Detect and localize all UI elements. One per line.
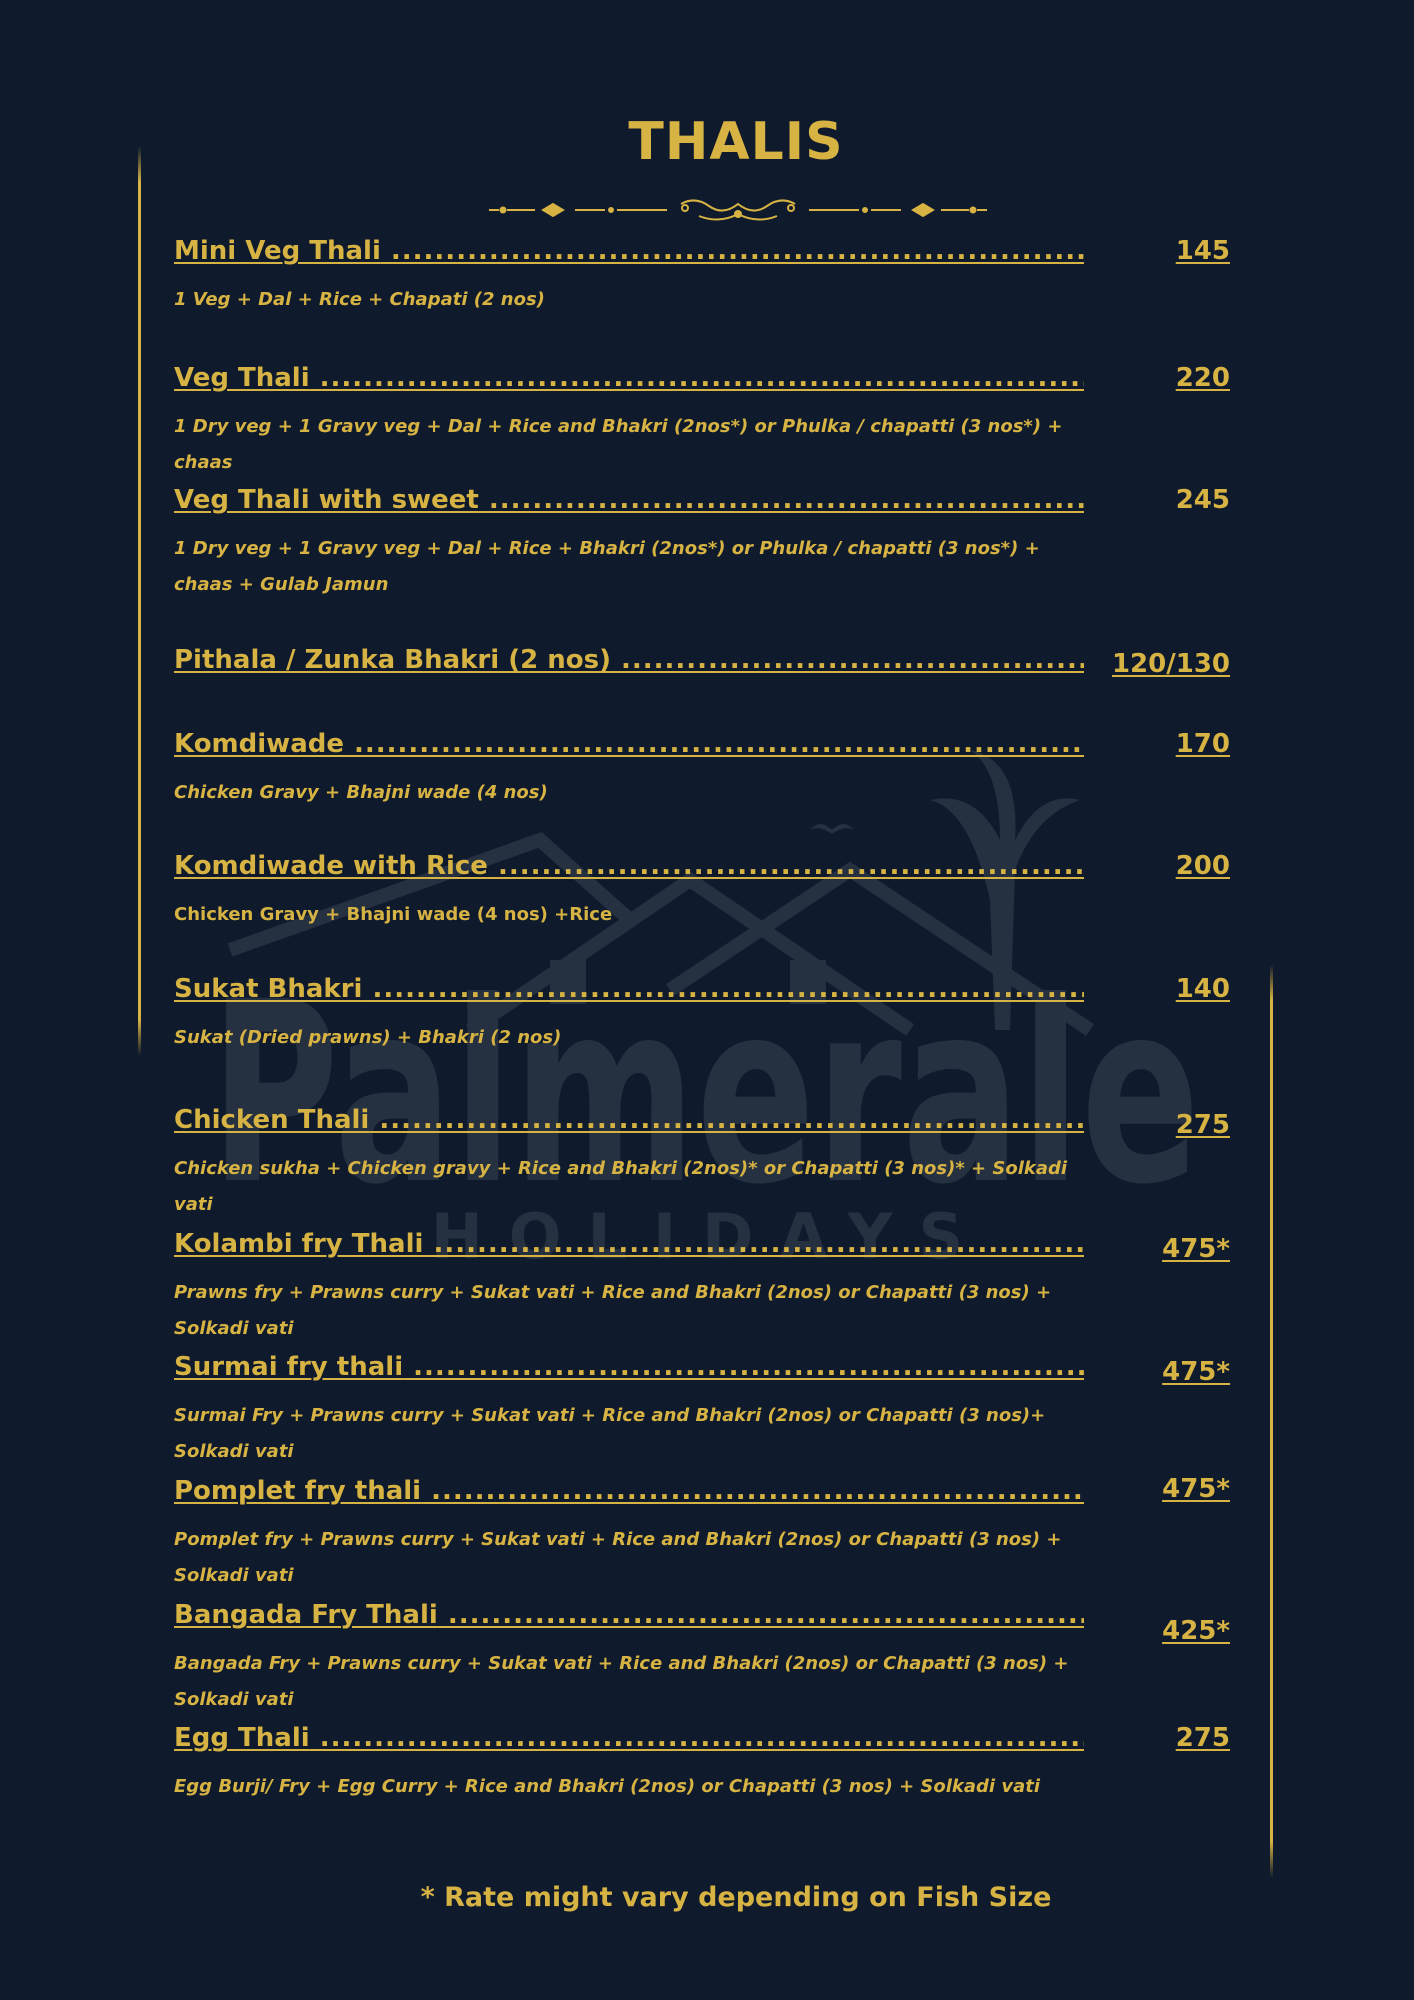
menu-item-chicken-thali [174,1103,1230,1223]
item-name: Komdiwade with Rice ..... [174,849,1084,883]
item-description: Chicken Gravy + Bhajni wade (4 nos) [174,782,548,803]
item-price: 145 [1175,236,1230,266]
item-name: Veg Thali ..... [174,361,1084,395]
item-description: 1 Veg + Dal + Rice + Chapati (2 nos) [174,289,545,310]
item-description: 1 Dry veg + 1 Gravy veg + Dal + Rice and Bhakri (2nos*) or Phulka / chapatti (3 nos*) + chaas [174,416,1063,473]
watermark-brand: Palmerale [210,948,1200,1239]
page-title: THALIS [628,112,844,172]
left-border-line [138,146,141,1056]
item-price: 275 [1175,1110,1230,1140]
item-name: Chicken Thali ..... [174,1103,1084,1137]
item-name: Komdiwade ..... [174,727,1084,761]
item-price: 120/130 [1111,649,1230,679]
item-name: Kolambi fry Thali ..... [174,1227,1084,1261]
item-name: Sukat Bhakri ..... [174,972,1084,1006]
item-description: Chicken sukha + Chicken gravy + Rice and Bhakri (2nos)* or Chapatti (3 nos)* + Solkadi vati [174,1158,1068,1215]
menu-item-pomplet-fry-thali [174,1474,1230,1594]
item-description: 1 Dry veg + 1 Gravy veg + Dal + Rice + Bhakri (2nos*) or Phulka / chapatti (3 nos*) + chaas + Gulab Jamun [174,538,1040,595]
item-price: 245 [1175,485,1230,515]
menu-item-komdiwade-with-rice [174,849,1230,933]
item-description: Prawns fry + Prawns curry + Sukat vati + Rice and Bhakri (2nos) or Chapatti (3 nos) + Solkadi vati [174,1282,1052,1339]
right-border-line [1270,964,1273,1878]
menu-item-surmai-fry-thali [174,1350,1230,1470]
menu-item-mini-veg-thali [174,234,1230,318]
menu-item-egg-thali [174,1721,1230,1805]
item-price: 140 [1175,974,1230,1004]
menu-item-bangada-fry-thali [174,1598,1230,1718]
item-name: Veg Thali with sweet ..... [174,483,1084,517]
menu-item-sukat-bhakri [174,972,1230,1056]
watermark-tagline: HOLIDAYS [430,1200,990,1270]
menu-item-pithala-zunka-bhakri [174,643,1230,683]
item-description: Bangada Fry + Prawns curry + Sukat vati + Rice and Bhakri (2nos) or Chapatti (3 nos) + Solkadi vati [174,1653,1069,1710]
item-name: Surmai fry thali ..... [174,1350,1084,1384]
divider-ornament-icon [485,196,991,224]
item-price: 170 [1175,729,1230,759]
item-price: 475* [1162,1234,1230,1264]
item-price: 275 [1175,1723,1230,1753]
menu-item-komdiwade [174,727,1230,811]
item-price: 475* [1162,1474,1230,1504]
item-name: Egg Thali ..... [174,1721,1084,1755]
item-description: Sukat (Dried prawns) + Bhakri (2 nos) [174,1027,562,1048]
menu-item-veg-thali-with-sweet [174,483,1230,603]
item-price: 475* [1162,1357,1230,1387]
item-description: Surmai Fry + Prawns curry + Sukat vati + Rice and Bhakri (2nos) or Chapatti (3 nos)+ Solkadi vati [174,1405,1046,1462]
item-price: 425* [1162,1616,1230,1646]
item-description: Chicken Gravy + Bhajni wade (4 nos) +Rice [174,904,613,925]
item-name: Pomplet fry thali ..... [174,1474,1084,1508]
item-price: 220 [1175,363,1230,393]
fish-size-footnote: * Rate might vary depending on Fish Size [420,1882,1052,1913]
menu-item-veg-thali [174,361,1230,481]
item-price: 200 [1175,851,1230,881]
menu-item-kolambi-fry-thali [174,1227,1230,1347]
item-description: Egg Burji/ Fry + Egg Curry + Rice and Bhakri (2nos) or Chapatti (3 nos) + Solkadi vati [174,1776,1041,1797]
item-name: Mini Veg Thali ..... [174,234,1084,268]
item-name: Bangada Fry Thali ..... [174,1598,1084,1632]
item-name: Pithala / Zunka Bhakri (2 nos) ..... [174,643,1084,677]
item-description: Pomplet fry + Prawns curry + Sukat vati + Rice and Bhakri (2nos) or Chapatti (3 nos) + Solkadi vati [174,1529,1062,1586]
